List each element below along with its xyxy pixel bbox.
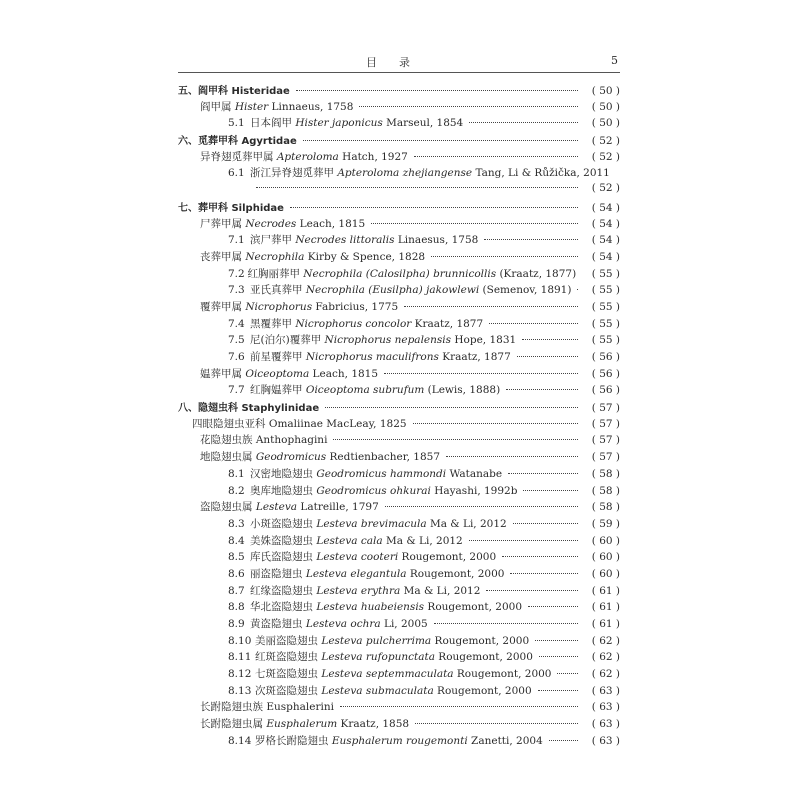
entry-title (200, 99, 353, 114)
dot-leader (431, 256, 578, 257)
page-ref: ( 56 ) (591, 384, 620, 397)
dot-leader (296, 90, 578, 91)
dot-leader (290, 207, 578, 208)
entry-text: 五、阎甲科 Histeridae (178, 86, 290, 97)
entry-title (250, 599, 522, 614)
entry-text: Leach, 1815 (309, 367, 379, 380)
toc-entry[interactable] (178, 533, 620, 550)
dot-leader (434, 623, 578, 624)
entry-title (250, 382, 500, 397)
entry-text: 八、隐翅虫科 Staphylinidae (178, 403, 320, 415)
entry-number: 7.5 (228, 334, 245, 347)
entry-title (250, 516, 507, 531)
page-ref: ( 58 ) (591, 484, 620, 497)
toc-entry[interactable] (178, 232, 620, 249)
toc-entry[interactable] (178, 583, 620, 600)
page-ref: ( 50 ) (591, 117, 620, 130)
entry-title (200, 499, 379, 514)
toc-entry[interactable] (178, 149, 620, 166)
entry-text: 库氏盗隐翅虫 (250, 551, 317, 564)
table-of-contents (178, 82, 620, 750)
dot-leader (415, 723, 578, 724)
latin-name: Hister japonicus (295, 117, 383, 130)
latin-name: Nicrophorus concolor (295, 317, 412, 330)
latin-name: Hister (234, 100, 269, 113)
page-ref: ( 63 ) (591, 718, 620, 731)
latin-name: Geodromicus (255, 451, 327, 464)
page-ref: ( 57 ) (591, 402, 620, 415)
dot-leader (371, 223, 578, 224)
latin-name: Eusphalerum (266, 718, 338, 731)
entry-number: 8.1 (228, 467, 245, 480)
entry-text: (Lewis, 1888) (424, 384, 501, 397)
page-ref: ( 61 ) (591, 584, 620, 597)
latin-name: Necrodes littoralis (295, 234, 395, 247)
entry-title (250, 483, 517, 498)
page-ref: ( 58 ) (591, 467, 620, 480)
entry-text: Tang, Li & Růžička, 2011 (472, 167, 610, 180)
entry-title (250, 349, 511, 364)
entry-title (247, 266, 576, 281)
entry-text: 盗隐翅虫属 (200, 501, 256, 514)
toc-entry[interactable] (178, 382, 620, 399)
dot-leader (539, 656, 578, 657)
dot-leader (404, 306, 578, 307)
latin-name: Lesteva pulcherrima (321, 634, 432, 647)
entry-text: 红胸媪葬甲 (250, 384, 306, 397)
entry-text: 媪葬甲属 (200, 367, 246, 380)
toc-entry[interactable] (178, 449, 620, 466)
entry-text: Latreille, 1797 (297, 501, 379, 514)
page-ref: ( 57 ) (591, 451, 620, 464)
latin-name: Necrophila (Calosilpha) brunnicollis (303, 267, 497, 280)
toc-entry[interactable] (178, 299, 620, 316)
dot-leader (256, 187, 578, 188)
entry-title (250, 566, 504, 581)
toc-entry[interactable] (178, 549, 620, 566)
page-ref: ( 54 ) (591, 234, 620, 247)
entry-title (178, 132, 297, 147)
entry-text: Kraatz, 1877 (411, 317, 484, 330)
entry-text: 七斑盗隐翅虫 (255, 668, 322, 681)
entry-title (178, 199, 284, 214)
entry-text: 异脊翅觅葬甲属 (200, 150, 277, 163)
entry-text: 长跗隐翅虫族 Eusphalerini (200, 701, 334, 714)
latin-name: Lesteva erythra (316, 584, 401, 597)
entry-text: 红斑盗隐翅虫 (255, 651, 322, 664)
latin-name: Geodromicus ohkurai (316, 484, 431, 497)
entry-text: Kirby & Spence, 1828 (304, 250, 426, 263)
entry-title (250, 533, 463, 548)
dot-leader (517, 356, 578, 357)
entry-title (250, 232, 478, 247)
entry-title (255, 683, 532, 698)
dot-leader (303, 140, 578, 141)
entry-number: 7.3 (228, 284, 245, 297)
entry-text: 小斑盗隐翅虫 (250, 517, 317, 530)
page-ref: ( 61 ) (591, 601, 620, 614)
latin-name: Nicrophorus nepalensis (324, 334, 452, 347)
entry-text: Ma & Li, 2012 (400, 584, 481, 597)
entry-number: 8.3 (228, 517, 245, 530)
page-ref: ( 50 ) (591, 100, 620, 113)
latin-name: Lesteva (255, 501, 298, 514)
entry-text: 红缘盗隐翅虫 (250, 584, 317, 597)
entry-text: Rougemont, 2000 (433, 684, 532, 697)
entry-title (255, 666, 551, 681)
page-ref: ( 54 ) (591, 250, 620, 263)
toc-entry[interactable] (178, 516, 620, 533)
entry-title (200, 249, 425, 264)
toc-entry[interactable] (178, 716, 620, 733)
dot-leader (502, 556, 578, 557)
dot-leader (513, 523, 578, 524)
toc-entry[interactable] (178, 249, 620, 266)
entry-text: 美丽盗隐翅虫 (255, 634, 322, 647)
entry-title (178, 82, 290, 97)
entry-title (250, 549, 496, 564)
entry-text: 次斑盗隐翅虫 (255, 684, 322, 697)
toc-entry[interactable] (178, 399, 620, 416)
dot-leader (333, 439, 578, 440)
entry-title (255, 733, 543, 748)
page-ref: ( 56 ) (591, 351, 620, 363)
page-ref: ( 57 ) (591, 417, 620, 430)
latin-name: Lesteva ochra (305, 618, 381, 630)
toc-entry[interactable] (178, 633, 620, 650)
page-ref: ( 54 ) (591, 217, 620, 230)
toc-entry[interactable] (178, 483, 620, 500)
page-ref: ( 61 ) (591, 618, 620, 630)
page-ref: ( 63 ) (591, 701, 620, 714)
entry-number: 6.1 (228, 167, 245, 180)
entry-text: 长跗隐翅虫属 (200, 718, 267, 731)
page-ref: ( 55 ) (591, 300, 620, 313)
dot-leader (506, 389, 578, 390)
latin-name: Lesteva elegantula (305, 567, 407, 580)
toc-entry[interactable] (178, 666, 620, 683)
page-ref: ( 62 ) (591, 651, 620, 664)
page-ref: ( 50 ) (591, 85, 620, 97)
toc-entry[interactable] (178, 416, 620, 433)
entry-title (200, 149, 408, 164)
entry-number: 8.14 (228, 734, 252, 747)
toc-entry[interactable] (178, 132, 620, 149)
latin-name: Eusphalerum rougemonti (331, 734, 468, 747)
dot-leader (385, 506, 578, 507)
entry-text: Redtienbacher, 1857 (326, 451, 441, 464)
entry-text: Ma & Li, 2012 (426, 517, 507, 530)
entry-text: 丧葬甲属 (200, 250, 246, 263)
entry-text: Linnaeus, 1758 (268, 100, 354, 113)
entry-text: 华北盗隐翅虫 (250, 601, 317, 614)
toc-entry[interactable] (178, 115, 620, 132)
entry-text: 浙江异脊翅觅葬甲 (250, 167, 338, 180)
page-ref: ( 52 ) (591, 182, 620, 195)
dot-leader (508, 473, 578, 474)
entry-text: 丽盗隐翅虫 (250, 567, 306, 580)
entry-text: Linaesus, 1758 (394, 234, 479, 247)
entry-title (200, 299, 398, 314)
entry-text: 汉密地隐翅虫 (250, 467, 317, 480)
toc-entry[interactable] (178, 349, 620, 366)
entry-title (178, 399, 319, 414)
entry-text: 红胸丽葬甲 (247, 267, 304, 280)
entry-text: Rougemont, 2000 (398, 551, 497, 564)
toc-entry[interactable] (178, 366, 620, 383)
entry-text: Fabricius, 1775 (312, 300, 399, 313)
entry-title (200, 716, 409, 731)
entry-text: 奥库地隐翅虫 (250, 484, 317, 497)
entry-text: (Semenov, 1891) (479, 284, 572, 297)
entry-text: Li, 2005 (380, 618, 428, 630)
dot-leader (413, 423, 578, 424)
entry-text: 六、觅葬甲科 Agyrtidae (178, 136, 297, 148)
toc-entry[interactable] (178, 216, 620, 233)
dot-leader (523, 490, 578, 491)
page-ref: ( 56 ) (591, 367, 620, 380)
page-ref: ( 57 ) (591, 434, 620, 447)
entry-text: 地隐翅虫属 (200, 451, 256, 464)
dot-leader (522, 339, 578, 340)
dot-leader (446, 456, 578, 457)
latin-name: Lesteva huabeiensis (316, 601, 425, 614)
page-ref: ( 63 ) (591, 734, 620, 747)
entry-number: 8.9 (228, 618, 245, 630)
latin-name: Necrophila (Eusilpha) jakowlewi (305, 284, 480, 297)
entry-text: 覆葬甲属 (200, 300, 246, 313)
dot-leader (340, 706, 578, 707)
entry-text: Zanetti, 2004 (467, 734, 543, 747)
dot-leader (486, 590, 578, 591)
entry-text: Ma & Li, 2012 (382, 534, 463, 547)
running-header (178, 52, 620, 73)
latin-name: Necrophila (245, 250, 305, 263)
entry-title (200, 449, 440, 464)
toc-entry[interactable] (178, 332, 620, 349)
toc-entry[interactable] (178, 432, 620, 449)
toc-entry[interactable] (178, 566, 620, 583)
toc-entry-continuation (178, 182, 620, 199)
entry-number: 8.8 (228, 601, 245, 614)
entry-number: 8.11 (228, 651, 252, 664)
entry-number: 8.4 (228, 534, 245, 547)
dot-leader (469, 122, 578, 123)
entry-text: Marseul, 1854 (382, 117, 464, 130)
page-ref: ( 60 ) (591, 551, 620, 564)
entry-title (250, 316, 483, 331)
entry-text: 滨尸葬甲 (250, 234, 296, 247)
toc-entry[interactable] (178, 699, 620, 716)
entry-title (250, 616, 428, 631)
entry-number: 7.4 (228, 317, 245, 330)
entry-text: 七、葬甲科 Silphidae (178, 202, 284, 214)
entry-text: (Kraatz, 1877) (496, 267, 577, 280)
entry-text: Hope, 1831 (451, 334, 517, 347)
toc-entry[interactable] (178, 599, 620, 616)
entry-text: 黄盗隐翅虫 (250, 618, 306, 630)
latin-name: Lesteva rufopunctata (321, 651, 435, 664)
entry-title (250, 282, 571, 297)
header-title: 目录 (366, 56, 432, 69)
entry-text: 美姝盗隐翅虫 (250, 534, 317, 547)
latin-name: Necrodes (245, 217, 297, 230)
toc-entry[interactable] (178, 266, 620, 283)
entry-text: Hayashi, 1992b (430, 484, 518, 497)
entry-text: 日本阎甲 (250, 117, 296, 130)
dot-leader (528, 606, 578, 607)
latin-name: Lesteva brevimacula (316, 517, 427, 530)
latin-name: Geodromicus hammondi (316, 467, 447, 480)
dot-leader (384, 373, 578, 374)
entry-text: 亚氏真葬甲 (250, 284, 306, 297)
latin-name: Nicrophorus maculifrons (305, 351, 439, 363)
entry-title (250, 115, 463, 130)
entry-number: 7.1 (228, 234, 245, 247)
entry-text: 尼(泊尔)覆葬甲 (250, 334, 325, 347)
latin-name: Oiceoptoma (245, 367, 310, 380)
entry-text: 罗格长跗隐翅虫 (255, 734, 332, 747)
page-ref: ( 55 ) (591, 317, 620, 330)
toc-entry[interactable] (178, 99, 620, 116)
entry-text: Rougemont, 2000 (406, 567, 505, 580)
entry-text: Rougemont, 2000 (424, 601, 522, 614)
dot-leader (535, 640, 578, 641)
toc-entry[interactable] (178, 733, 620, 750)
dot-leader (577, 289, 578, 290)
latin-name: Oiceoptoma subrufum (305, 384, 425, 397)
entry-number: 8.2 (228, 484, 245, 497)
entry-title (250, 466, 502, 481)
toc-entry[interactable] (178, 649, 620, 666)
entry-text: 前星覆葬甲 (250, 351, 306, 363)
entry-text: 四眼隐翅虫亚科 Omaliinae MacLeay, 1825 (192, 417, 407, 430)
entry-number: 7.7 (228, 384, 245, 397)
latin-name: Nicrophorus (245, 300, 313, 313)
page-ref: ( 62 ) (591, 668, 620, 681)
entry-text: Hatch, 1927 (338, 150, 408, 163)
entry-title (250, 332, 516, 347)
entry-number: 7.2 (228, 267, 245, 280)
latin-name: Apteroloma (276, 150, 339, 163)
latin-name: Lesteva submaculata (321, 684, 434, 697)
page-ref: ( 59 ) (591, 517, 620, 530)
toc-entry[interactable] (178, 82, 620, 99)
entry-title (200, 366, 378, 381)
latin-name: Lesteva cala (316, 534, 383, 547)
entry-title (200, 699, 334, 714)
toc-entry[interactable] (178, 683, 620, 700)
dot-leader (557, 673, 578, 674)
dot-leader (510, 573, 578, 574)
entry-text: Kraatz, 1858 (337, 718, 410, 731)
entry-title (200, 216, 365, 231)
latin-name: Apteroloma zhejiangense (337, 167, 473, 180)
entry-number: 5.1 (228, 117, 245, 130)
page-ref: ( 55 ) (591, 284, 620, 297)
entry-number: 7.6 (228, 351, 245, 363)
page-ref: ( 60 ) (591, 534, 620, 547)
latin-name: Lesteva septemmaculata (321, 668, 454, 681)
entry-text: 尸葬甲属 (200, 217, 246, 230)
page-ref: ( 60 ) (591, 567, 620, 580)
entry-text: Watanabe (446, 467, 503, 480)
entry-title (192, 416, 407, 431)
entry-title (200, 432, 327, 447)
dot-leader (549, 740, 578, 741)
page-ref: ( 54 ) (591, 201, 620, 214)
entry-number: 8.13 (228, 684, 252, 697)
toc-entry[interactable] (178, 466, 620, 483)
entry-text: 黑覆葬甲 (250, 317, 296, 330)
header-page-number: 5 (611, 54, 618, 67)
toc-entry[interactable] (178, 616, 620, 633)
toc-entry[interactable] (178, 499, 620, 516)
entry-number: 8.12 (228, 668, 252, 681)
page-ref: ( 63 ) (591, 684, 620, 697)
entry-title (250, 165, 610, 180)
page-ref: ( 62 ) (591, 634, 620, 647)
entry-text: Kraatz, 1877 (438, 351, 511, 363)
page-ref: ( 55 ) (591, 334, 620, 347)
entry-text: Rougemont, 2000 (431, 634, 530, 647)
toc-entry[interactable] (178, 199, 620, 216)
entry-title (255, 633, 529, 648)
latin-name: Lesteva cooteri (316, 551, 399, 564)
dot-leader (489, 323, 578, 324)
toc-entry[interactable] (178, 165, 620, 182)
page-ref: ( 58 ) (591, 501, 620, 514)
entry-text: Leach, 1815 (296, 217, 366, 230)
page-ref: ( 52 ) (591, 135, 620, 148)
dot-leader (325, 407, 578, 408)
page-ref: ( 55 ) (591, 267, 620, 280)
dot-leader (469, 540, 578, 541)
page-ref: ( 52 ) (591, 150, 620, 163)
entry-number: 8.7 (228, 584, 245, 597)
toc-entry[interactable] (178, 316, 620, 333)
dot-leader (414, 156, 578, 157)
entry-title (255, 649, 533, 664)
entry-title (250, 583, 480, 598)
entry-text: Rougemont, 2000 (434, 651, 533, 664)
entry-number: 8.6 (228, 567, 245, 580)
dot-leader (538, 690, 578, 691)
entry-number: 8.5 (228, 551, 245, 564)
dot-leader (484, 239, 578, 240)
entry-text: Rougemont, 2000 (453, 668, 552, 681)
entry-text: 阎甲属 (200, 100, 235, 113)
dot-leader (359, 106, 578, 107)
entry-text: 花隐翅虫族 Anthophagini (200, 434, 328, 447)
entry-number: 8.10 (228, 634, 252, 647)
toc-entry[interactable] (178, 282, 620, 299)
